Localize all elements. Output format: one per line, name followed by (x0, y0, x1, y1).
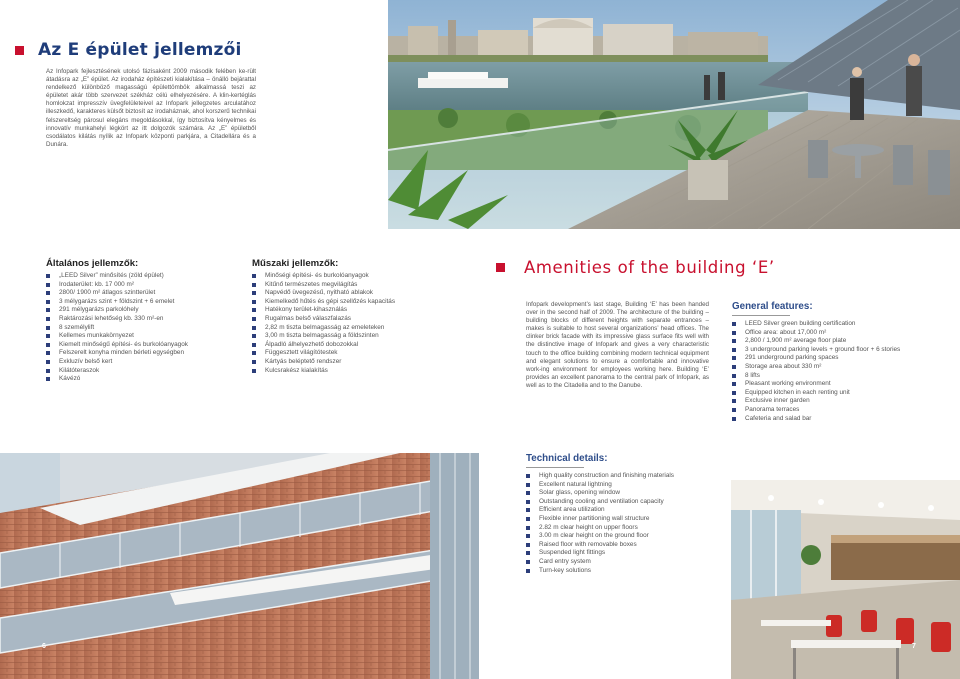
list-item: Solar glass, opening window (526, 489, 726, 498)
list-item: Kártyás beléptető rendszer (252, 358, 452, 367)
list-item: „LEED Silver” minősítés (zöld épület) (46, 272, 236, 281)
left-general-features (46, 258, 236, 384)
list-item: Office area: about 17,000 m² (732, 329, 952, 338)
list-item: Exclusive inner garden (732, 397, 952, 406)
cafeteria-photo-illustration (731, 480, 960, 679)
list-item: 2.82 m clear height on upper floors (526, 524, 726, 533)
list-item: Függesztett világítótestek (252, 349, 452, 358)
list-item: Panorama terraces (732, 406, 952, 415)
right-intro-paragraph: Infopark development’s last stage, Building ‘E’ has been handed over in the second half of 2009. The architecture of the building – building blocks of different heights with separate entrances – makes is suitable to host several organizations’ head offices. The clinker brick facade with its impressive glass surface fits well with the distinctive image of Infopark and gives a very characteristic touch to the office building combining modern technical equipment and elegant solutions to ensure a comfortable and innovative work-ing environment for employees working here. Building ‘E’ provides an excellent panorama to the central park of Infopark, as well as to the Citadella and to the Danube. (526, 301, 709, 389)
right-general-list (732, 320, 952, 423)
terrace-photo-illustration (388, 0, 960, 229)
list-item: Hatékony terület-kihasználás (252, 306, 452, 315)
list-item: Irodaterület: kb. 17 000 m² (46, 281, 236, 290)
left-technical-features (252, 258, 452, 375)
list-item: Minőségi építési- és burkolóanyagok (252, 272, 452, 281)
left-title-block (15, 40, 242, 60)
right-general-features (732, 301, 952, 423)
list-item: 2,82 m tiszta belmagasság az emeleteken (252, 324, 452, 333)
left-technical-heading: Műszaki jellemzők: (252, 258, 339, 269)
right-page-title: Amenities of the building ‘E’ (524, 257, 775, 277)
terrace-photo (388, 0, 960, 229)
list-item: Pleasant working environment (732, 380, 952, 389)
right-title-marker (496, 263, 505, 272)
list-item: Napvédő üvegezésű, nyitható ablakok (252, 289, 452, 298)
list-item: 3 underground parking levels + ground floor + 6 stories (732, 346, 952, 355)
facade-photo-illustration (0, 453, 479, 679)
right-technical-heading: Technical details: (526, 453, 608, 464)
list-item: Raktározási lehetőség kb. 330 m²-en (46, 315, 236, 324)
list-item: Kiemelt minőségű építési- és burkolóanyagok (46, 341, 236, 350)
list-item: 8 lifts (732, 372, 952, 381)
list-item: Raised floor with removable boxes (526, 541, 726, 550)
left-general-list (46, 272, 236, 384)
right-title-block (496, 256, 775, 278)
list-item: Rugalmas belső válaszfalazás (252, 315, 452, 324)
left-intro-paragraph: Az Infopark fejlesztésének utolsó fázisaként 2009 második felében ke-rült átadásra az „E” épület. Az irodaház építészeti kialakítása – önálló bejárattal rendelkező különböző magasságú épülettömbök alkalmassá teszi az épületet akár több szervezet székház célú elhelyezésére. A klin-kertéglás homlokzat impresszív üvegfelületeivel az Infopark jellegzetes arculatához illeszkedő, karakteres külsőt biztosít az irodaháznak, ahol korszerű technikai felszereltség párosul elegáns megoldásokkal, így biztosítva kényelmes és innovatív munkahelyi légkört az itt dolgozók számára. Az „E” épületből csodálatos kilátás nyílik az Infopark központi parkjára, a Citadellára és a Dunára. (46, 68, 256, 148)
list-item: 291 underground parking spaces (732, 354, 952, 363)
cafeteria-photo (731, 480, 960, 679)
list-item: Outstanding cooling and ventilation capacity (526, 498, 726, 507)
left-title-marker (15, 46, 24, 55)
right-general-heading: General features: (732, 301, 813, 312)
right-technical-details (526, 453, 726, 575)
list-item: Cafeteria and salad bar (732, 415, 952, 424)
list-item: 3,00 m tiszta belmagasság a földszinten (252, 332, 452, 341)
right-technical-list (526, 472, 726, 575)
list-item: Efficient area utilization (526, 506, 726, 515)
right-page-number: 7 (912, 643, 916, 650)
list-item: Flexible inner partitioning wall structure (526, 515, 726, 524)
list-item: 3 mélygarázs szint + földszint + 6 emelet (46, 298, 236, 307)
list-item: LEED Silver green building certification (732, 320, 952, 329)
list-item: Kiemelkedő hűtés és gépi szellőzés kapacitás (252, 298, 452, 307)
list-item: High quality construction and finishing materials (526, 472, 726, 481)
left-page-title: Az E épület jellemzői (38, 40, 242, 60)
list-item: 3.00 m clear height on the ground floor (526, 532, 726, 541)
list-item: Equipped kitchen in each renting unit (732, 389, 952, 398)
list-item: Excellent natural lightning (526, 481, 726, 490)
list-item: Felszerelt konyha minden bérleti egységben (46, 349, 236, 358)
list-item: Suspended light fittings (526, 549, 726, 558)
list-item: Card entry system (526, 558, 726, 567)
left-technical-list (252, 272, 452, 375)
facade-photo (0, 453, 479, 679)
list-item: Álpadló álhelyezhető dobozokkal (252, 341, 452, 350)
list-item: Storage area about 330 m² (732, 363, 952, 372)
list-item: Kitűnő természetes megvilágítás (252, 281, 452, 290)
list-item: Kellemes munkakörnyezet (46, 332, 236, 341)
list-item: Kulcsrakész kialakítás (252, 367, 452, 376)
list-item: Exkluzív belső kert (46, 358, 236, 367)
right-general-heading-rule (732, 315, 790, 316)
list-item: Kávézó (46, 375, 236, 384)
list-item: 8 személylift (46, 324, 236, 333)
left-page-number: 6 (42, 643, 46, 650)
right-technical-heading-rule (526, 467, 584, 468)
list-item: 291 mélygarázs parkolóhely (46, 306, 236, 315)
list-item: 2,800 / 1,900 m² average floor plate (732, 337, 952, 346)
list-item: 2800/ 1900 m² átlagos szintterület (46, 289, 236, 298)
list-item: Kilátóteraszok (46, 367, 236, 376)
left-general-heading: Általános jellemzők: (46, 258, 139, 269)
list-item: Turn-key solutions (526, 567, 726, 576)
